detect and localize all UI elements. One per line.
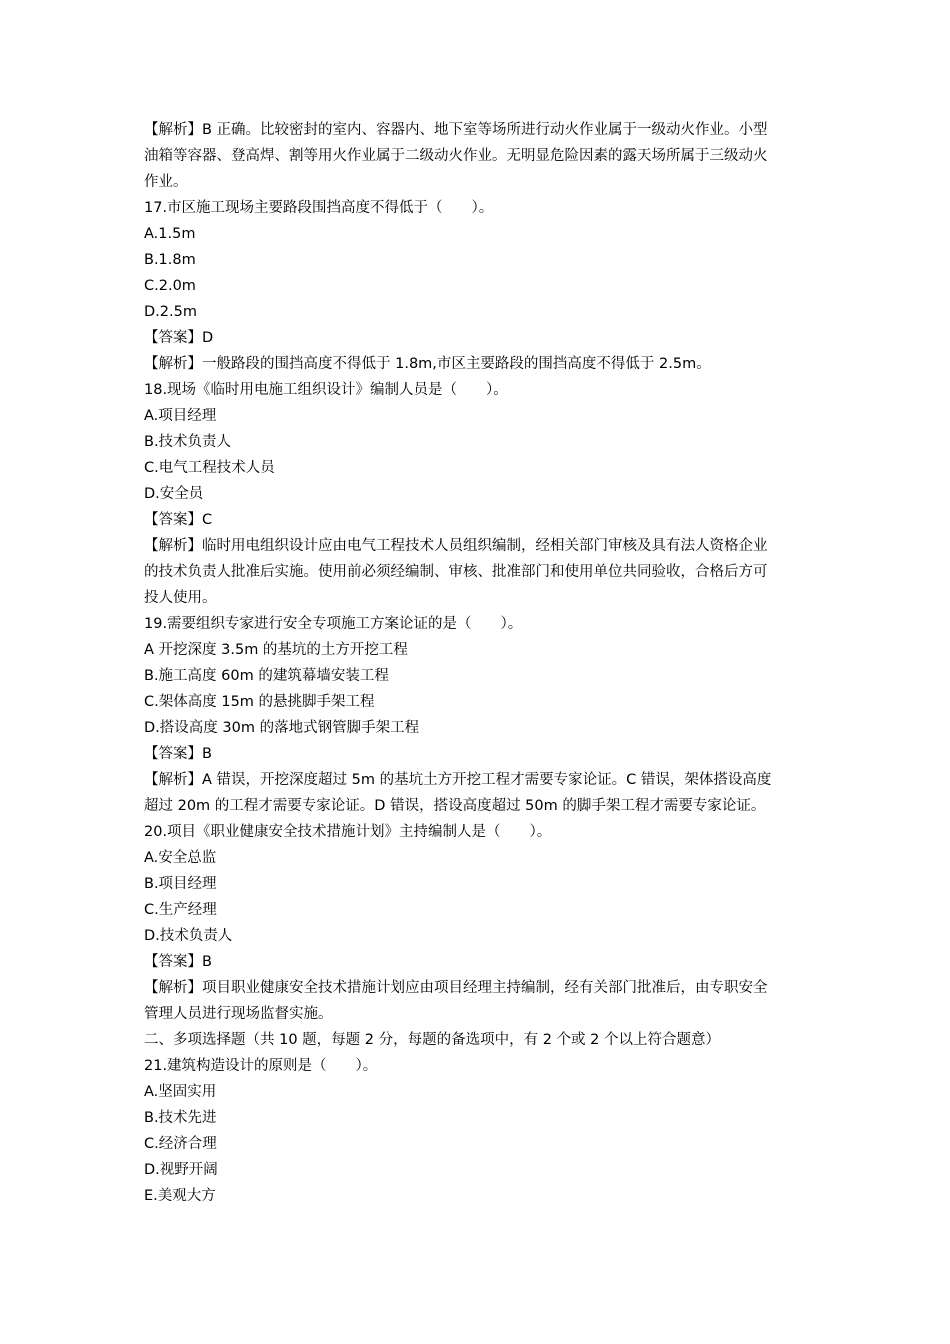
question-20-answer: 【答案】B [144,954,212,970]
question-19-option-d: D.搭设高度 30m 的落地式钢管脚手架工程 [144,720,420,736]
question-19-option-b: B.施工高度 60m 的建筑幕墙安装工程 [144,668,389,684]
question-20-explanation-line-2: 管理人员进行现场监督实施。 [144,1006,333,1022]
question-20-option-c: C.生产经理 [144,902,217,918]
question-18-explanation-line-1: 【解析】临时用电组织设计应由电气工程技术人员组织编制，经相关部门审核及具有法人资格企业 [144,538,768,554]
question-19: 19.需要组织专家进行安全专项施工方案论证的是（ ）。 [144,616,523,632]
question-17-answer: 【答案】D [144,330,214,346]
question-20-option-b: B.项目经理 [144,876,217,892]
question-18-explanation-line-2: 的技术负责人批准后实施。使用前必须经编制、审核、批准部门和使用单位共同验收，合格后方可 [144,564,768,580]
question-17-option-d: D.2.5m [144,304,197,320]
explanation-16-line-2: 油箱等容器、登高焊、割等用火作业属于二级动火作业。无明显危险因素的露天场所属于三级动火 [144,148,768,164]
question-17-explanation: 【解析】一般路段的围挡高度不得低于 1.8m,市区主要路段的围挡高度不得低于 2.5m。 [144,356,711,372]
question-21-option-e: E.美观大方 [144,1188,216,1204]
question-18-option-a: A.项目经理 [144,408,217,424]
document-page [144,117,808,1209]
question-17-option-b: B.1.8m [144,252,196,268]
question-19-option-a: A 开挖深度 3.5m 的基坑的土方开挖工程 [144,642,408,658]
question-20-explanation-line-1: 【解析】项目职业健康安全技术措施计划应由项目经理主持编制，经有关部门批准后，由专职安全 [144,980,768,996]
question-18-option-b: B.技术负责人 [144,434,232,450]
question-21-option-a: A.坚固实用 [144,1084,217,1100]
question-20: 20.项目《职业健康安全技术措施计划》主持编制人是（ ）。 [144,824,552,840]
question-17-option-a: A.1.5m [144,226,196,242]
question-18-explanation-line-3: 投人使用。 [144,590,217,606]
question-17: 17.市区施工现场主要路段围挡高度不得低于（ ）。 [144,200,494,216]
question-18-option-d: D.安全员 [144,486,204,502]
question-19-explanation-line-2: 超过 20m 的工程才需要专家论证。D 错误，搭设高度超过 50m 的脚手架工程才需要专家论证。 [144,798,766,814]
question-18: 18.现场《临时用电施工组织设计》编制人员是（ ）。 [144,382,508,398]
question-19-answer: 【答案】B [144,746,212,762]
question-21-option-c: C.经济合理 [144,1136,217,1152]
question-19-explanation-line-1: 【解析】A 错误，开挖深度超过 5m 的基坑土方开挖工程才需要专家论证。C 错误，架体搭设高度 [144,772,772,788]
question-21-option-d: D.视野开阔 [144,1162,218,1178]
question-20-option-d: D.技术负责人 [144,928,233,944]
question-19-option-c: C.架体高度 15m 的悬挑脚手架工程 [144,694,375,710]
question-20-option-a: A.安全总监 [144,850,217,866]
explanation-16-line-3: 作业。 [144,174,188,190]
explanation-16-line-1: 【解析】B 正确。比较密封的室内、容器内、地下室等场所进行动火作业属于一级动火作业。小型 [144,122,768,138]
question-18-option-c: C.电气工程技术人员 [144,460,275,476]
question-17-option-c: C.2.0m [144,278,196,294]
question-21: 21.建筑构造设计的原则是（ ）。 [144,1058,378,1074]
question-18-answer: 【答案】C [144,512,213,528]
section-heading-multiple-choice: 二、多项选择题（共 10 题，每题 2 分，每题的备选项中，有 2 个或 2 个以上符合题意） [144,1032,720,1048]
question-21-option-b: B.技术先进 [144,1110,217,1126]
